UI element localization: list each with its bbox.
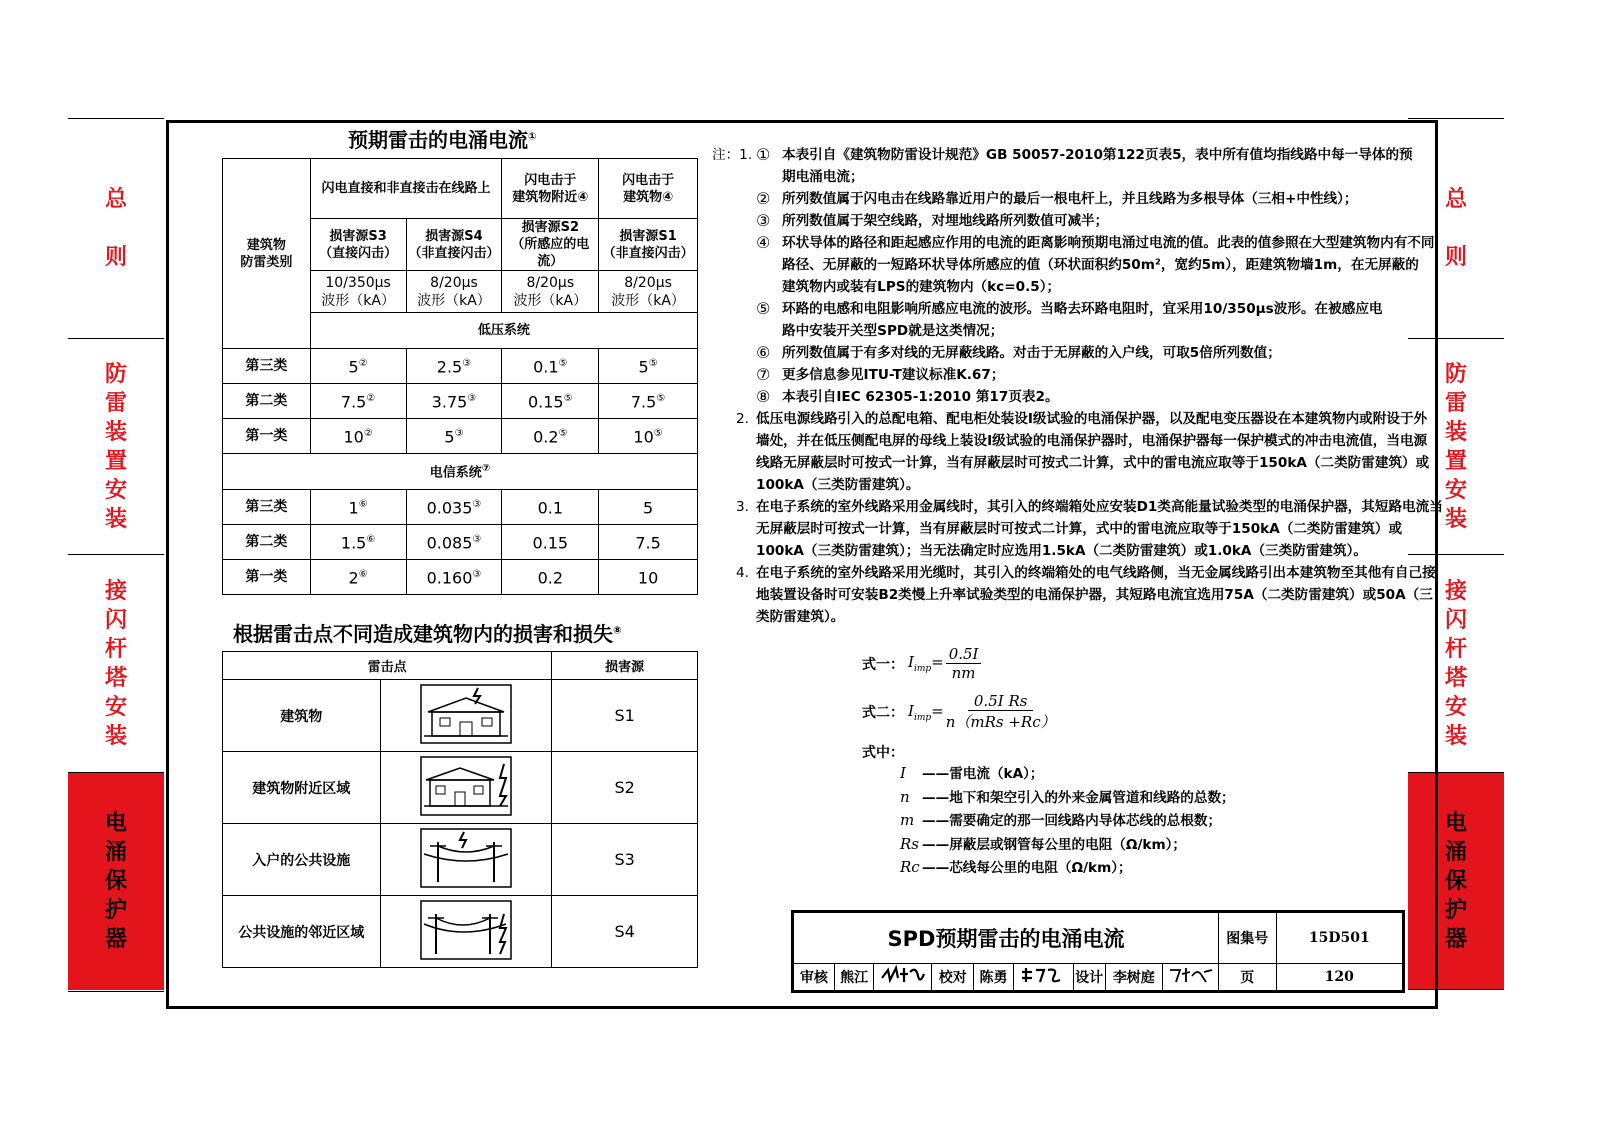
- formula-lhs-sub: imp: [913, 712, 932, 723]
- wave-header-s2: [502, 271, 599, 313]
- note-text: 路径、无屏蔽的一短路环状导体所感应的值（环状面积约50m²，宽约5m），距建筑物墙1m，在无屏蔽的: [782, 257, 1419, 273]
- note-line: [712, 364, 1402, 386]
- tab-label: 接 闪 杆 塔 安 装: [1444, 578, 1467, 749]
- value-text: 0.160: [426, 568, 473, 588]
- name-text: 陈勇: [979, 970, 1008, 986]
- class-cell: 第一类: [223, 560, 311, 595]
- title-block: [791, 910, 1405, 993]
- formula-numerator: 0.5I: [946, 645, 982, 664]
- class-cell: 第二类: [223, 525, 311, 560]
- value-footnote-mark: ⑥: [358, 569, 368, 581]
- atlas-label-text: 图集号: [1226, 931, 1269, 947]
- location-text: 建筑物: [280, 708, 323, 725]
- value-cell: [502, 384, 599, 419]
- definition-text: ——屏蔽层或钢管每公里的电阻（Ω/km）；: [922, 836, 1187, 853]
- source-text: S3: [614, 850, 635, 869]
- note-line: [712, 232, 1435, 254]
- definition-symbol: m: [900, 811, 915, 829]
- proofer-name: [974, 964, 1014, 992]
- damage-source: [552, 824, 698, 896]
- source-header-s2: [502, 219, 599, 271]
- value-footnote-mark: ⑤: [648, 358, 658, 370]
- damage-source: [552, 896, 698, 968]
- telecom-rows: [223, 490, 698, 595]
- formula-fraction: [946, 645, 982, 682]
- proof-label: [932, 964, 974, 992]
- value-footnote-mark: ③: [472, 569, 482, 581]
- table-row: [223, 349, 698, 384]
- section-label: 低压系统: [477, 322, 530, 338]
- left-tab-spd[interactable]: [68, 772, 164, 990]
- formula-lhs-symbol: I: [908, 701, 914, 720]
- note-text: 在电子系统的室外线路采用金属线时，其引入的终端箱处应安装D1类高能量试验类型的电涌保护器，其短路电流当: [756, 499, 1443, 515]
- signature-icon: [878, 964, 928, 986]
- value-text: 0.2: [537, 568, 564, 588]
- note-line: [712, 254, 1419, 276]
- note-text: 建筑物内或装有LPS的建筑物内（kc=0.5）；: [782, 279, 1061, 295]
- value-cell: [406, 384, 502, 419]
- class-cell: 第二类: [223, 384, 311, 419]
- wave-header-text: 10/350μs 波形（kA）: [321, 274, 395, 309]
- note-text: 环路的电感和电阻影响所感应电流的波形。当略去环路电阻时，宜采用10/350μs波形。在被感应电: [782, 301, 1383, 317]
- wave-header-s3: [310, 271, 406, 313]
- section-telecom: [223, 454, 698, 490]
- value-cell: [502, 349, 599, 384]
- location-text: 入户的公共设施: [252, 852, 351, 869]
- group-header-building: [599, 159, 698, 219]
- label-text: 设计: [1075, 970, 1104, 986]
- value-text: 5: [444, 427, 455, 447]
- tab-label: 总 则: [1444, 187, 1467, 270]
- source-text: S1: [614, 706, 635, 725]
- definition-line: [900, 833, 1235, 857]
- low-voltage-rows: [223, 349, 698, 454]
- value-text: 7.5: [630, 392, 657, 412]
- value-text: 0.1: [537, 498, 564, 518]
- value-cell: [310, 349, 406, 384]
- source-header-s4: [406, 219, 502, 271]
- tab-label: 电 涌 保 护 器: [104, 811, 127, 952]
- header-text: 损害源: [605, 660, 645, 675]
- group-header-text: 闪电击于 建筑物④: [622, 172, 675, 205]
- formula-fraction: [946, 692, 1056, 732]
- note-mark: ⑥: [756, 343, 771, 362]
- definition-symbol: Rs: [900, 834, 919, 853]
- notes-sub-list: [712, 144, 1435, 408]
- note-mark: ⑤: [756, 299, 771, 318]
- note-text: 墙处，并在低压侧配电屏的母线上装设Ⅰ级试验的电涌保护器时，电涌保护器每一保护模式的冲击电流值，当电源: [756, 433, 1428, 449]
- formula-lhs-sub: imp: [913, 664, 932, 674]
- strike-location: [223, 680, 381, 752]
- note-text: 100kA（三类防雷建筑）。: [756, 477, 920, 493]
- name-text: 熊江: [840, 970, 869, 986]
- value-cell: [599, 525, 698, 560]
- note-mark: ④: [756, 233, 771, 252]
- damage-source: [552, 752, 698, 824]
- value-cell: [599, 490, 698, 525]
- value-footnote-mark: ⑤: [656, 393, 666, 405]
- value-cell: [502, 419, 599, 454]
- definition-text: ——芯线每公里的电阻（Ω/km）；: [922, 860, 1132, 876]
- notes-prefix: 注：1.: [712, 147, 753, 163]
- page-number-text: 120: [1324, 969, 1354, 985]
- source-text: S4: [614, 922, 635, 941]
- note-text: 本表引自IEC 62305-1:2010 第17页表2。: [782, 389, 1059, 405]
- value-cell: [406, 349, 502, 384]
- formula-numerator: 0.5I Rs: [968, 692, 1034, 711]
- value-cell: [310, 419, 406, 454]
- left-tab-air-terminal[interactable]: [68, 554, 164, 772]
- group-header-text: 闪电击于 建筑物附近④: [512, 172, 589, 205]
- note-text: 低压电源线路引入的总配电箱、配电柜处装设Ⅰ级试验的电涌保护器，以及配电变压器设在本建筑物内或附设于外: [756, 411, 1428, 427]
- value-text: 1.5: [340, 533, 367, 553]
- reviewer-name: [834, 964, 874, 992]
- value-cell: [599, 560, 698, 595]
- location-text: 公共设施的邻近区域: [238, 924, 365, 941]
- strike-location: [223, 896, 381, 968]
- designer-signature: [1163, 964, 1219, 992]
- table-row: [223, 384, 698, 419]
- value-footnote-mark: ⑤: [558, 428, 568, 440]
- source-header-s3: [310, 219, 406, 271]
- wave-header-text: 8/20μs 波形（kA）: [417, 274, 491, 309]
- value-cell: [599, 349, 698, 384]
- note-line: [712, 496, 1443, 518]
- value-text: 10: [343, 427, 364, 447]
- value-text: 0.15: [527, 392, 564, 412]
- tab-label: 防 雷 装 置 安 装: [1444, 361, 1467, 532]
- value-text: 3.75: [431, 392, 468, 412]
- note-number: 2.: [736, 411, 749, 427]
- formula-denominator: nm: [951, 664, 976, 682]
- note-line: [712, 386, 1402, 408]
- note-text: 所列数值属于有多对线的无屏蔽线路。对击于无屏蔽的入户线，可取5倍所列数值；: [782, 345, 1281, 361]
- value-cell: [310, 490, 406, 525]
- formula-label: 式二：: [862, 705, 904, 721]
- value-cell: [406, 419, 502, 454]
- surge-current-table: [222, 158, 698, 595]
- section-low-voltage: [310, 313, 697, 349]
- source-header-text: 损害源S2 （所感应的电流）: [511, 220, 590, 269]
- class-cell: 第三类: [223, 349, 311, 384]
- header-strike-point: [223, 652, 552, 680]
- formula-lhs: $I_{imp}=$: [908, 701, 944, 723]
- note-number: 4.: [736, 565, 749, 581]
- review-label: [793, 964, 835, 992]
- value-text: 5: [643, 498, 654, 518]
- value-footnote-mark: ②: [366, 393, 376, 405]
- value-cell: [599, 384, 698, 419]
- definition-line: [900, 809, 1235, 833]
- value-cell: [502, 490, 599, 525]
- note-line: [712, 298, 1402, 320]
- note-text: 线路无屏蔽层时可按式一计算，当有屏蔽层时可按式二计算，式中的雷电流应取等于150kA（二类防雷建筑）或: [756, 455, 1430, 471]
- strike-location: [223, 824, 381, 896]
- note-text: 类防雷建筑）。: [756, 609, 845, 625]
- value-cell: [502, 525, 599, 560]
- note-line: [712, 474, 1402, 496]
- drawing-title: [793, 912, 1219, 964]
- definition-symbol: Rc: [900, 858, 920, 876]
- class-cell: 第一类: [223, 419, 311, 454]
- value-footnote-mark: ③: [472, 534, 482, 546]
- value-text: 0.085: [426, 533, 473, 553]
- value-text: 0.2: [533, 427, 559, 447]
- note-line: [712, 320, 1402, 342]
- value-footnote-mark: ②: [363, 428, 373, 440]
- value-text: 5: [348, 357, 359, 377]
- note-line: [712, 342, 1402, 364]
- wave-header-text: 8/20μs 波形（kA）: [513, 274, 588, 309]
- strike-location: [223, 752, 381, 824]
- source-header-text: 损害源S4 （非直接闪击）: [408, 228, 500, 261]
- value-text: 10: [637, 568, 659, 588]
- value-footnote-mark: ③: [467, 393, 477, 405]
- formula-one: [862, 645, 981, 682]
- line-nearby-strike-icon: [420, 900, 512, 960]
- note-line: [712, 166, 1402, 188]
- value-footnote-mark: ③: [462, 358, 472, 370]
- source-header-text: 损害源S3 （直接闪击）: [319, 228, 398, 261]
- note-mark: ①: [756, 145, 771, 164]
- formula-two: [862, 692, 1056, 732]
- left-tab-lightning-device[interactable]: [68, 338, 164, 554]
- label-text: 审核: [799, 970, 828, 986]
- definition-line: [900, 786, 1235, 810]
- value-footnote-mark: ⑤: [558, 358, 568, 370]
- definition-line: [900, 856, 1235, 880]
- value-text: 2.5: [436, 357, 463, 377]
- note-number: 3.: [736, 499, 749, 515]
- table-row: [223, 419, 698, 454]
- note-line: [712, 188, 1402, 210]
- table-row: [223, 560, 698, 595]
- note-line: [712, 584, 1433, 606]
- definition-symbol: n: [900, 787, 910, 806]
- note-text: 无屏蔽层时可按式一计算，当有屏蔽层时可按式二计算，式中的雷电流应取等于150kA（二类防雷建筑）或: [756, 521, 1403, 537]
- value-cell: [310, 384, 406, 419]
- value-cell: [502, 560, 599, 595]
- source-text: S2: [614, 778, 635, 797]
- note-line: [712, 144, 1413, 166]
- value-text: 2: [348, 568, 359, 588]
- value-text: 1: [348, 498, 359, 518]
- definition-text: ——需要确定的那一回线路内导体芯线的总根数；: [922, 813, 1222, 829]
- note-text: 100kA（三类防雷建筑）；当无法确定时应选用1.5kA（二类防雷建筑）或1.0kA（三类防雷建筑）。: [756, 543, 1367, 559]
- notes-items: [712, 408, 1443, 628]
- tab-label: 电 涌 保 护 器: [1444, 810, 1467, 952]
- table-row: [223, 490, 698, 525]
- signature-icon: [1166, 964, 1216, 986]
- strike-icon-cell: [380, 824, 552, 896]
- table2-title-mark: ⑧: [613, 625, 622, 637]
- table1-title-text: 预期雷击的电涌电流: [348, 128, 528, 152]
- note-line: [712, 408, 1428, 430]
- damage-source-table: [222, 651, 698, 968]
- value-footnote-mark: ⑤: [563, 393, 573, 405]
- table1-title-mark: ①: [528, 131, 537, 143]
- note-mark: ⑦: [756, 365, 771, 384]
- atlas-label: [1219, 912, 1277, 964]
- class-cell: 第三类: [223, 490, 311, 525]
- name-text: 李树庭: [1112, 970, 1155, 986]
- note-line: [712, 518, 1402, 540]
- building-strike-icon: [420, 684, 512, 744]
- value-cell: [310, 560, 406, 595]
- value-footnote-mark: ②: [358, 358, 368, 370]
- note-mark: ③: [756, 211, 771, 230]
- group-header-text: 闪电直接和非直接击在线路上: [321, 181, 491, 196]
- value-cell: [599, 419, 698, 454]
- note-line: [712, 276, 1402, 298]
- formula-denominator: n（mRs +Rc）: [945, 713, 1056, 731]
- definition-line: [900, 762, 1235, 786]
- value-text: 0.035: [426, 498, 473, 518]
- wave-header-s4: [406, 271, 502, 313]
- value-cell: [406, 490, 502, 525]
- notes-block: [712, 144, 1443, 628]
- table2-title: [233, 618, 621, 647]
- source-header-s1: [599, 219, 698, 271]
- note-line: [712, 452, 1430, 474]
- value-text: 7.5: [635, 533, 661, 553]
- table2-title-text: 根据雷击点不同造成建筑物内的损害和损失: [233, 622, 613, 646]
- page-label: [1219, 964, 1277, 992]
- note-text: 所列数值属于闪电击在线路靠近用户的最后一根电杆上，并且线路为多根导体（三相+中性线）；: [782, 191, 1358, 207]
- strike-icon-cell: [380, 680, 552, 752]
- left-tab-general[interactable]: [68, 118, 164, 338]
- formula-lhs-symbol: I: [908, 653, 914, 671]
- wave-header-text: 8/20μs 波形（kA）: [611, 274, 685, 309]
- class-header-text: 建筑物 防雷类别: [240, 237, 293, 270]
- drawing-title-text: SPD预期雷击的电涌电流: [887, 927, 1125, 951]
- nearby-strike-icon: [420, 756, 512, 816]
- design-label: [1073, 964, 1105, 992]
- tab-label: 接 闪 杆 塔 安 装: [104, 578, 127, 749]
- line-strike-icon: [420, 828, 512, 888]
- damage-source: [552, 680, 698, 752]
- value-text: 5: [638, 357, 649, 377]
- note-text: 路中安装开关型SPD就是这类情况；: [782, 323, 1004, 339]
- note-line: [712, 540, 1402, 562]
- value-cell: [406, 560, 502, 595]
- note-text: 地装置设备时可安装B2类慢上升率试验类型的电涌保护器，其短路电流宜选用75A（二类防雷建筑）或50A（三: [756, 587, 1433, 603]
- source-header-text: 损害源S1 （非直接闪击）: [602, 228, 694, 261]
- formula-label: 式一：: [862, 656, 904, 673]
- note-mark: ⑧: [756, 387, 771, 406]
- value-footnote-mark: ⑤: [653, 428, 663, 440]
- note-line: [712, 210, 1402, 232]
- header-damage-source: [552, 652, 698, 680]
- reviewer-signature: [874, 964, 932, 992]
- class-header: [223, 159, 311, 349]
- strike-icon-cell: [380, 752, 552, 824]
- note-text: 在电子系统的室外线路采用光缆时，其引入的终端箱处的电气线路侧，当无金属线路引出本建筑物至其他有自己接: [756, 565, 1436, 581]
- where-label: 式中：: [862, 745, 904, 761]
- note-mark: ②: [756, 189, 771, 208]
- value-footnote-mark: ⑥: [366, 534, 376, 546]
- formula-lhs: $I_{imp}=$: [908, 653, 944, 674]
- location-text: 建筑物附近区域: [252, 780, 351, 797]
- value-footnote-mark: ③: [454, 428, 464, 440]
- value-footnote-mark: ③: [472, 499, 482, 511]
- page-number: [1276, 964, 1403, 992]
- label-text: 校对: [938, 970, 967, 986]
- value-cell: [406, 525, 502, 560]
- value-cell: [310, 525, 406, 560]
- tab-label: 防 雷 装 置 安 装: [104, 361, 127, 532]
- note-text: 更多信息参见ITU-T建议标准K.67；: [782, 367, 1005, 383]
- note-text: 本表引自《建筑物防雷设计规范》GB 50057-2010第122页表5，表中所有值均指线路中每一导体的预: [782, 147, 1413, 163]
- header-text: 雷击点: [367, 660, 407, 675]
- note-text: 期电涌电流；: [782, 169, 864, 185]
- note-text: 所列数值属于架空线路，对埋地线路所列数值可减半；: [782, 213, 1109, 229]
- table1-title: [348, 124, 536, 153]
- wave-header-s1: [599, 271, 698, 313]
- strike-icon-cell: [380, 896, 552, 968]
- note-line: [712, 562, 1436, 584]
- section-mark: ⑦: [481, 463, 491, 475]
- proofer-signature: [1013, 964, 1073, 992]
- atlas-number-text: 15D501: [1308, 930, 1370, 946]
- atlas-number: [1276, 912, 1403, 964]
- section-label: 电信系统: [429, 465, 482, 481]
- tab-label: 总 则: [104, 187, 127, 270]
- group-header-nearby: [502, 159, 599, 219]
- value-text: 7.5: [340, 392, 367, 412]
- designer-name: [1105, 964, 1163, 992]
- definitions-list: [900, 762, 1235, 880]
- value-text: 0.1: [533, 357, 559, 377]
- note-line: [712, 606, 1402, 628]
- note-line: [712, 430, 1428, 452]
- group-header-line: [310, 159, 502, 219]
- definition-text: ——地下和架空引入的外来金属管道和线路的总数；: [922, 789, 1235, 806]
- label-text: 页: [1240, 970, 1255, 986]
- signature-icon: [1018, 964, 1068, 986]
- value-text: 0.15: [532, 533, 569, 553]
- note-text: 环状导体的路径和距起感应作用的电流的距离影响预期电涌过电流的值。此表的值参照在大型建筑物内有不同: [782, 235, 1435, 251]
- value-text: 10: [633, 427, 654, 447]
- table-row: [223, 525, 698, 560]
- definition-text: ——雷电流（kA）；: [922, 766, 1044, 782]
- definition-symbol: I: [900, 764, 906, 782]
- value-footnote-mark: ⑥: [358, 499, 368, 511]
